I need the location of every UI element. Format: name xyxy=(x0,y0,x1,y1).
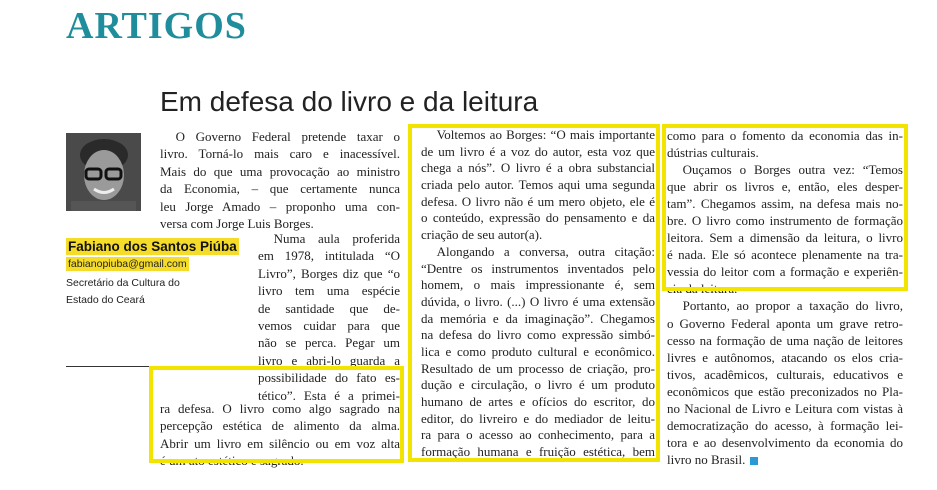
text-line-content: dúvida, o livro. (...) O livro é uma extensão xyxy=(421,293,655,309)
text-line-content: versa com Jorge Luis Borges. xyxy=(160,215,314,231)
text-line-content: não se perca. Pegar um xyxy=(258,335,400,351)
text-line-content: chega a nós”. O livro é a obra substancial xyxy=(421,160,655,176)
text-line-content: vemos cuidar para que xyxy=(258,317,400,333)
text-line-content: tivos, acadêmicos, culturais, educativos e xyxy=(667,366,903,382)
text-line-content: é nada. Ele só acontece plenamente na tra- xyxy=(667,247,903,263)
end-mark-icon xyxy=(750,457,758,465)
text-line xyxy=(667,400,903,417)
text-line xyxy=(258,300,400,317)
text-line-content: livro no Brasil. xyxy=(667,451,746,467)
text-line-content: econômicos que estão preconizados no Pla- xyxy=(667,383,903,399)
text-line-content: vessia do leitor com a formação e experiên- xyxy=(667,264,903,280)
text-line-content: que abrir os livros e, então, eles desper- xyxy=(667,179,903,195)
highlight-box xyxy=(408,124,660,462)
text-line xyxy=(667,434,903,451)
text-line-content: humano de artes e ofícios do escritor, do xyxy=(421,394,655,409)
text-line xyxy=(160,198,400,215)
text-line xyxy=(160,145,400,162)
text-line xyxy=(160,180,400,197)
text-line-content: cia da leitura. xyxy=(667,281,738,297)
text-line-content: o Governo Federal aponta um grave retro- xyxy=(667,315,903,331)
text-line xyxy=(667,366,903,383)
author-role: Secretário da Cultura do xyxy=(66,277,180,289)
text-line-content: Alongando a conversa, outra citação: xyxy=(436,243,655,259)
text-line-content: percepção estética de alimento da alma. xyxy=(160,418,400,434)
text-line-content: como para o fomento da economia das in- xyxy=(667,128,903,143)
divider xyxy=(66,366,150,367)
highlight-box xyxy=(662,124,908,291)
text-line-content: democratização do acesso, à formação lei- xyxy=(667,417,903,433)
text-line xyxy=(667,332,903,349)
text-line-content: ra para o acesso ao conhecimento, para a xyxy=(421,427,655,443)
text-line xyxy=(160,128,400,145)
text-line-content: da Economia, – que certamente nunca xyxy=(160,181,400,197)
text-line-content: da memória e da imaginação”. Chegamos xyxy=(421,310,655,326)
text-line-content: dústrias culturais. xyxy=(667,145,759,161)
text-line-content: Resultado de um processo de criação, pro- xyxy=(421,360,655,376)
text-line-content: lica e como produto cultural e econômico. xyxy=(421,343,655,359)
text-line xyxy=(667,451,903,468)
text-line xyxy=(160,163,400,180)
text-line-content: criação de seu autor(a). xyxy=(421,227,543,243)
text-line-content: defesa. O livro não é um mero objeto, ele é xyxy=(421,193,655,209)
author-role: Estado do Ceará xyxy=(66,294,145,306)
text-line-content: Voltemos ao Borges: “O mais importante xyxy=(436,127,655,142)
text-line-content: “Dentre os instrumentos inventados pelo xyxy=(421,260,655,276)
text-line xyxy=(258,334,400,351)
text-line-content: Ouçamos o Borges outra vez: “Temos xyxy=(682,162,903,178)
text-line-content: dução e circulação, o livro é um produto xyxy=(421,377,655,393)
text-line-content: tético”. Esta é a primei- xyxy=(258,387,400,403)
text-line xyxy=(667,417,903,434)
text-line-content: em 1978, intitulada “O xyxy=(258,248,400,264)
text-line-content: formação humana e fruição estética, bem xyxy=(421,444,655,460)
section-heading: ARTIGOS xyxy=(66,5,247,47)
text-line-content: ra defesa. O livro como algo sagrado na xyxy=(160,401,400,416)
text-line-content: é um ato estético e sagrado. xyxy=(160,453,304,469)
text-line xyxy=(258,265,400,282)
text-line-content: livro e abri-lo guarda a xyxy=(258,352,400,368)
text-line-content: cesso na formação de uma nação de leitores xyxy=(667,332,903,348)
text-line-content: leitora. Sem a dimensão da leitura, o livro xyxy=(667,230,903,246)
text-line-content: homem, o mais impressionante é, sem xyxy=(421,277,655,293)
text-line-content: Numa aula proferida xyxy=(273,231,400,246)
text-line xyxy=(667,349,903,366)
text-line-content: livres e autônomos, atacando os elos cria- xyxy=(667,349,903,365)
text-line xyxy=(667,383,903,400)
text-line-content: livro tem uma espécie xyxy=(258,283,400,299)
text-line-content: tora e ao desenvolvimento da economia do xyxy=(667,434,903,450)
text-line-content: editor, do livreiro e do mediador de leitu- xyxy=(421,410,655,426)
text-line-content: Portanto, ao propor a taxação do livro, xyxy=(682,298,903,314)
text-line-content: no Nacional de Livro e Leitura com vistas à xyxy=(667,400,903,416)
highlight-box xyxy=(149,366,404,463)
text-line-content: de um livro é a voz do autor, esta voz que xyxy=(421,143,655,159)
column-1-top xyxy=(160,128,400,232)
text-line xyxy=(258,282,400,299)
text-line-content: criada pelo autor. Temos aqui uma segunda xyxy=(421,177,655,193)
text-line-content: Mais do que uma provocação ao ministro xyxy=(160,163,400,179)
text-line-content: na defesa do livro como expressão simbó- xyxy=(421,327,655,343)
text-line-content: possibilidade do fato es- xyxy=(258,370,400,386)
article-title: Em defesa do livro e da leitura xyxy=(160,86,539,117)
author-name: Fabiano dos Santos Piúba xyxy=(68,239,237,254)
text-line-content: bre. O livro como instrumento de formação xyxy=(667,213,903,229)
text-line xyxy=(258,230,400,247)
text-line-content: o conteúdo, expressão do pensamento e da xyxy=(421,210,655,226)
text-line-content: tam”. Chegamos assim, na defesa mais no- xyxy=(667,196,903,212)
text-line-content: livro. Torná-lo mais caro e inacessível. xyxy=(160,146,400,162)
text-line-content: Abrir um livro em silêncio ou em voz alta xyxy=(160,435,400,451)
text-line xyxy=(667,297,903,314)
text-line xyxy=(258,317,400,334)
text-line-content: Livro”, Borges diz que “o xyxy=(258,265,400,281)
text-line-content: de santidade que de- xyxy=(258,300,400,316)
text-line-content: O Governo Federal pretende taxar o xyxy=(175,129,400,144)
author-email[interactable]: fabianopiuba@gmail.com xyxy=(68,258,187,270)
text-line-content: leu Jorge Amado – proponho uma con- xyxy=(160,198,400,214)
text-line xyxy=(258,247,400,264)
text-line xyxy=(667,315,903,332)
author-photo xyxy=(66,133,141,211)
